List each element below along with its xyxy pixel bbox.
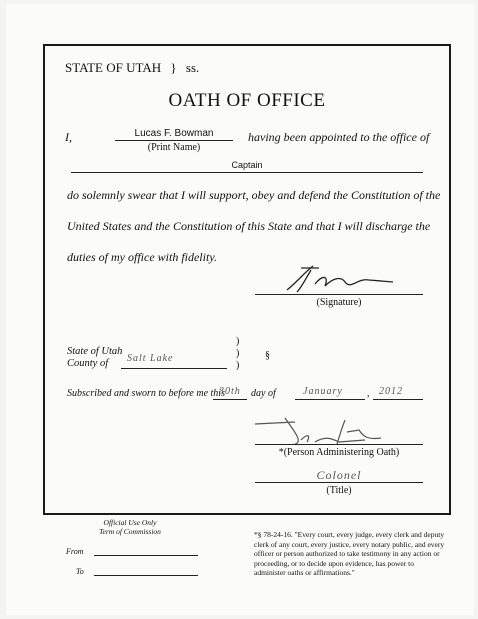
to-line: [94, 575, 198, 576]
from-label: From: [66, 547, 84, 556]
venue-parens: [236, 336, 239, 372]
month-line: [295, 399, 365, 400]
day-line: [213, 399, 247, 400]
print-name-value: Lucas F. Bowman: [134, 128, 214, 139]
to-label: To: [76, 567, 84, 576]
venue-paren-3: ): [236, 360, 240, 371]
day-value: 30th: [219, 386, 241, 397]
venue-ss: §: [265, 350, 270, 361]
year-value: 2012: [379, 386, 403, 397]
oath-body-line-2: United States and the Constitution of this State and that I will discharge the: [67, 219, 431, 233]
venue-paren-1: ): [236, 336, 240, 347]
document-page: [6, 4, 474, 615]
print-name-caption: (Print Name): [147, 142, 201, 153]
form-title: OATH OF OFFICE: [168, 90, 326, 111]
title-caption: (Title): [326, 485, 352, 496]
oath-body-line-3: duties of my office with fidelity.: [67, 250, 217, 264]
state-header: [65, 60, 199, 76]
month-value: January: [303, 386, 343, 397]
county-value: Salt Lake: [127, 353, 174, 364]
title-value: Colonel: [316, 468, 362, 482]
venue-paren-2: ): [236, 348, 240, 359]
from-line: [94, 555, 198, 556]
signature-line: [255, 294, 423, 295]
signature-caption: (Signature): [316, 297, 362, 308]
date-comma: ,: [367, 388, 370, 399]
print-name-line: [115, 140, 233, 141]
venue-county-label: County of: [67, 358, 109, 369]
office-line: [71, 172, 423, 173]
office-value: Captain: [231, 160, 263, 170]
state-header-ss: ss.: [185, 60, 200, 75]
administering-signature: [255, 412, 395, 448]
official-use-heading: Official Use Only: [103, 518, 157, 527]
venue-state: State of Utah: [67, 346, 123, 357]
year-line: [373, 399, 423, 400]
oath-appointed-text: having been appointed to the office of: [248, 130, 430, 144]
official-use-subheading: Term of Commission: [99, 527, 161, 536]
oath-prefix: I,: [65, 130, 72, 144]
subscribed-text: Subscribed and sworn to before me this: [67, 388, 225, 399]
oath-form-frame: [43, 44, 451, 515]
county-line: [121, 368, 227, 369]
administering-line: [255, 444, 423, 445]
administering-caption: *(Person Administering Oath): [278, 447, 400, 458]
state-header-label: STATE OF UTAH: [65, 60, 162, 75]
day-of-label: day of: [251, 388, 276, 399]
state-header-brace: }: [170, 60, 177, 75]
statute-note: *§ 78-24-16. "Every court, every judge, every clerk and deputy clerk of any court, every justice, every notary public, and every officer or person authorized to take testimony in any action or proceeding, or to decide upon evidence, has power to administer oaths or affirmations.": [254, 530, 445, 577]
oath-body-line-1: do solemnly swear that I will support, obey and defend the Constitution of the: [67, 188, 441, 202]
